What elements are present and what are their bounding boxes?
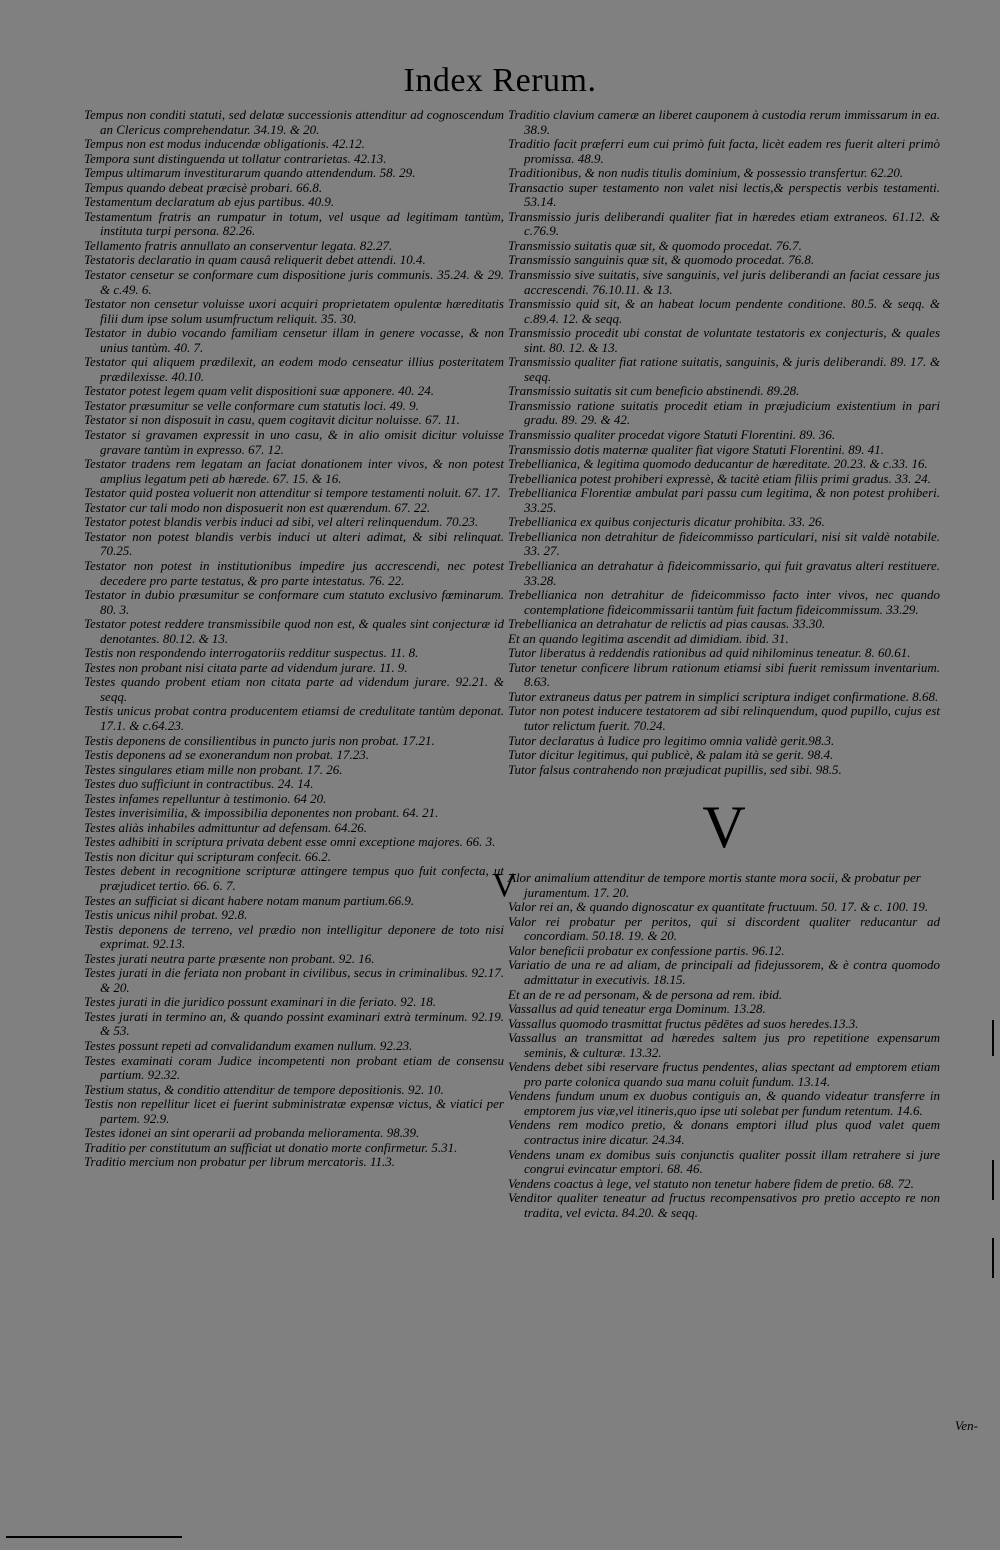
index-entry: Et an de re ad personam, & de persona ad rem. ibid. xyxy=(508,986,783,1002)
index-entry: Testes debent in recognitione scripturæ attingere tempus quo fuit confecta, ut præjudicet tertio. 66. 6. 7. xyxy=(84,863,504,893)
index-entry: Traditio clavium cameræ an liberet cauponem à custodia rerum immissarum in ea. 38.9. xyxy=(508,107,940,137)
index-entry: Testes quando probent etiam non citata parte ad videndum jurare. 92.21. & seqq. xyxy=(84,674,504,704)
index-entry: Testatoris declaratio in quam causâ reliquerit debet attendi. 10.4. xyxy=(84,252,426,268)
index-entry: Testator tradens rem legatam an faciat donationem inter vivos, & non potest amplius legatum peti ab hærede. 67. 15. & 16. xyxy=(84,456,504,486)
index-entry: Tutor extraneus datus per patrem in simplici scriptura indiget confirmatione. 8.68. xyxy=(508,688,939,704)
drop-cap: V xyxy=(492,867,517,905)
index-entry: Testator in dubio vocando familiam censetur illam in genere vocasse, & non unius tantùm. 40. 7. xyxy=(84,325,504,355)
index-entry: Tempora sunt distinguenda ut tollatur contrarietas. 42.13. xyxy=(84,150,387,166)
index-entry: Testium status, & conditio attenditur de tempore depositionis. 92. 10. xyxy=(84,1081,444,1097)
index-entry: Vendens debet sibi reservare fructus pendentes, alias spectant ad emptorem etiam pro parte colonica quando sua manu coluit fundum. 13.14. xyxy=(508,1059,940,1089)
index-entry: Transmissio sive suitatis, sive sanguinis, vel juris deliberandi an faciat cessare jus accrescendi. 76.10.11. & 13. xyxy=(508,267,940,297)
margin-line xyxy=(992,1160,994,1200)
index-entry: Trebellianica non detrahitur de fideicommisso facto inter vivos, nec quando contemplatione fideicommissarii tantùm fuit factum fideicommissum. 33.29. xyxy=(508,587,940,617)
index-entry: Transmissio dotis maternæ qualiter fiat vigore Statuti Florentini. 89. 41. xyxy=(508,441,885,457)
index-entry: Transmissio procedit ubi constat de voluntate testatoris ex conjecturis, & quales sint. 80. 12. & 13. xyxy=(508,325,940,355)
index-entry: Transmissio juris deliberandi qualiter fiat in hæredes etiam extraneos. 61.12. & c.76.9. xyxy=(508,208,940,239)
index-entry: Vendens fundum unum ex duobus contiguis an, & quando videatur transferre in emptorem jus viæ,vel itineris,quo ipse uti solebat per fundum retentum. 14.6. xyxy=(508,1088,940,1118)
index-entry: Tempus ultimarum investiturarum quando attendendum. 58. 29. xyxy=(84,165,416,181)
index-entry: Tutor non potest inducere testatorem ad sibi relinquendum, quod pupillo, cujus est tutor relictum fuerit. 70.24. xyxy=(508,703,940,733)
index-entry: Trebellianica, & legitima quomodo deducantur de hæreditate. 20.23. & c.33. 16. xyxy=(508,456,928,472)
index-entry: Testes singulares etiam mille non probant. 17. 26. xyxy=(84,761,343,777)
index-entry: Testator cur tali modo non disposuerit non est quærendum. 67. 22. xyxy=(84,499,431,515)
index-entry: Testis non respondendo interrogatoriis redditur suspectus. 11. 8. xyxy=(84,645,419,661)
index-entry: Transmissio quid sit, & an habeat locum pendente conditione. 80.5. & seqq. & c.89.4. 12. & seqq. xyxy=(508,296,940,326)
index-entry: Transmissio qualiter procedat vigore Statuti Florentini. 89. 36. xyxy=(508,427,836,443)
index-entry: Testator qui aliquem prædilexit, an eodem modo censeatur illius posteritatem prædilexisse. 40.10. xyxy=(84,354,504,384)
index-entry: Testis non repellitur licet ei fuerint subministratæ expensæ victus, & viatici per partem. 92.9. xyxy=(84,1096,504,1126)
index-entry: Valor rei probatur per peritos, qui si discordent qualiter reducantur ad concordiam. 50.18. 19. & 20. xyxy=(508,913,940,944)
index-entry: Testes possunt repeti ad convalidandum examen nullum. 92.23. xyxy=(84,1038,413,1053)
index-entry: Testes duo sufficiunt in contractibus. 24. 14. xyxy=(84,776,314,792)
index-entry: Trebellianica ex quibus conjecturis dicatur prohibita. 33. 26. xyxy=(508,514,825,530)
index-entry: Testator potest blandis verbis induci ad sibi, vel alteri relinquendum. 70.23. xyxy=(84,514,479,530)
index-entry: Tutor dicitur legitimus, qui publicè, & palam ità se gerit. 98.4. xyxy=(508,747,834,763)
index-entry: Transactio super testamento non valet nisi lectis,& perspectis verbis testamenti. 53.14. xyxy=(508,179,940,210)
index-entry: Variatio de una re ad aliam, de principali ad fidejussorem, & è contra quomodo admittatur in executivis. 18.15. xyxy=(508,957,940,987)
index-entry: Testator potest reddere transmissibile quod non est, & quales sint conjecturæ id denotantes. 80.12. & 13. xyxy=(84,616,504,646)
index-entry: Venditor qualiter teneatur ad fructus recompensativos pro pretio accepto re non tradita, vel evicta. 84.20. & seqq. xyxy=(508,1190,940,1220)
index-entry: Testes infames repelluntur à testimonio. 64 20. xyxy=(84,790,327,806)
index-entry: Testes non probant nisi citata parte ad videndum jurare. 11. 9. xyxy=(84,659,408,675)
catchword: Ven- xyxy=(954,1418,978,1433)
index-entry: Testis deponens de terreno, vel prædio non intelligitur deponere de toto nisi exprimat. 92.13. xyxy=(84,921,504,952)
margin-line xyxy=(992,1020,994,1056)
index-entry: Vassallus quomodo trasmittat fructus pēdētes ad suos heredes.13.3. xyxy=(508,1015,859,1031)
index-entry: Trebellianica potest prohiberi expressè, & tacitè etiam filiis primi gradus. 33. 24. xyxy=(508,470,931,486)
index-entry: Testamentum fratris an rumpatur in totum, vel usque ad legitimam tantùm, instituta turpi persona. 82.26. xyxy=(84,208,504,239)
index-entry: Testes jurati in die feriata non probant in civilibus, secus in criminalibus. 92.17. & 20. xyxy=(84,965,504,995)
index-entry: Tempus non conditi statuti, sed delatæ successionis attenditur ad cognoscendum an Clericus comprehendatur. 34.19. & 20. xyxy=(84,107,504,137)
index-entry: Et an quando legitima ascendit ad dimidiam. ibid. 31. xyxy=(508,630,789,646)
index-entry: Transmissio sanguinis quæ sit, & quomodo procedat. 76.8. xyxy=(508,252,815,268)
index-entry: Testes an sufficiat si dicant habere notam manum partium.66.9. xyxy=(84,892,415,908)
index-entry: Vassallus an transmittat ad hæredes saltem jus pro repetitione expensarum seminis, & culturæ. 13.32. xyxy=(508,1030,940,1060)
index-entry: Transmissio qualiter fiat ratione suitatis, sanguinis, & juris deliberandi. 89. 17. & seqq. xyxy=(508,354,940,384)
index-entry: Tutor falsus contrahendo non præjudicat pupillis, sed sibi. 98.5. xyxy=(508,761,842,777)
index-entry: Vassallus ad quid teneatur erga Dominum. 13.28. xyxy=(508,1001,766,1017)
index-entry: Traditio mercium non probatur per librum mercatoris. 11.3. xyxy=(84,1154,396,1170)
index-entry: Trebellianica non detrahitur de fideicommisso particulari, nisi sit valdè notabile. 33. 27. xyxy=(508,528,940,559)
index-entry: Testator præsumitur se velle conformare cum statutis loci. 49. 9. xyxy=(84,397,419,413)
index-entry: Tutor tenetur conficere librum rationum etiamsi sibi fuerit remissum inventarium. 8.63. xyxy=(508,659,940,690)
index-entry: Testes idonei an sint operarii ad probanda melioramenta. 98.39. xyxy=(84,1125,420,1141)
page-title: Index Rerum. xyxy=(403,62,597,99)
index-entry: Vendens rem modico pretio, & donans emptori illud plus quod valet quem contractus inire dicatur. 24.34. xyxy=(508,1117,940,1147)
index-entry: Vendens coactus à lege, vel statuto non tenetur habere fidem de pretio. 68. 72. xyxy=(508,1175,914,1191)
index-entry: Trebellianica Florentiæ ambulat pari passu cum legitima, & non potest prohiberi. 33.25. xyxy=(508,485,940,515)
index-entry: Testator non potest blandis verbis induci ut alteri adimat, & sibi relinquat. 70.25. xyxy=(84,528,504,559)
index-entry: Testes aliàs inhabiles admittuntur ad defensam. 64.26. xyxy=(84,819,367,835)
index-entry: Testator non potest in institutionibus impedire jus accrescendi, nec potest decedere pro parte testatus, & pro parte intestatus. 76. 22. xyxy=(84,557,504,588)
index-entry: Traditio per constitutum an sufficiat ut donatio morte confirmetur. 5.31. xyxy=(84,1139,458,1155)
index-entry: Testis unicus nihil probat. 92.8. xyxy=(84,907,248,923)
index-entry: Testis deponens de consilientibus in puncto juris non probat. 17.21. xyxy=(84,732,435,748)
section-letter-v: V xyxy=(702,794,746,861)
index-entry: Transmissio suitatis sit cum beneficio abstinendi. 89.28. xyxy=(508,383,800,399)
index-entry: Tellamento fratris annullato an conserventur legata. 82.27. xyxy=(84,237,393,253)
index-entry: Testator quid postea voluerit non attenditur si tempore testamenti noluit. 67. 17. xyxy=(84,485,501,501)
index-entry: Testator in dubio præsumitur se conformare cum statuto exclusivo fœminarum. 80. 3. xyxy=(84,587,504,617)
margin-line xyxy=(992,1238,994,1278)
index-entry: Testator si gravamen expressit in uno casu, & in alio omisit dicitur voluisse gravare tantùm in expresso. 67. 12. xyxy=(84,427,504,457)
index-entry: Testator potest legem quam velit dispositioni suæ apponere. 40. 24. xyxy=(84,383,435,399)
index-entry: Testator non censetur voluisse uxori acquiri proprietatem opulentæ hæreditatis filii dum ipse solum usumfructum reliquit. 35. 30. xyxy=(84,296,504,326)
index-entry: Testes adhibiti in scriptura privata debent esse omni exceptione majores. 66. 3. xyxy=(84,834,496,850)
index-entry: Testis unicus probat contra producentem etiamsi de credulitate tantùm deponat. 17.1. & c.64.23. xyxy=(84,703,504,733)
bottom-rule xyxy=(6,1536,182,1538)
index-entry: Testator si non disposuit in casu, quem cogitavit dicitur noluisse. 67. 11. xyxy=(84,412,460,428)
right-column xyxy=(492,107,940,1220)
index-entry: Testis deponens ad se exonerandum non probat. 17.23. xyxy=(84,747,370,763)
index-entry: Valor beneficii probatur ex confessione partis. 96.12. xyxy=(508,942,785,958)
index-entry: Testator censetur se conformare cum dispositione juris communis. 35.24. & 29. & c.49. 6. xyxy=(84,267,504,297)
index-entry: Traditio facit præferri eum cui primò fuit facta, licèt eadem res fuerit alteri primò promissa. 48.9. xyxy=(508,136,940,166)
index-entry: Vendens unam ex domibus suis conjunctis qualiter possit illam retrahere si jure congrui evincatur emptori. 68. 46. xyxy=(508,1146,940,1177)
index-entry: Testes inverisimilia, & impossibilia deponentes non probant. 64. 21. xyxy=(84,805,439,821)
index-entry: Tutor declaratus à Iudice pro legitimo omnia validè gerit.98.3. xyxy=(508,732,835,748)
index-entry: Testes examinati coram Judice incompetenti non probant etiam de consensu partium. 92.32. xyxy=(84,1052,504,1083)
left-column xyxy=(84,108,504,1170)
index-entry: Testes jurati neutra parte præsente non probant. 92. 16. xyxy=(84,950,375,966)
index-entry: Valor rei an, & quando dignoscatur ex quantitate fructuum. 50. 17. & c. 100. 19. xyxy=(508,899,929,915)
index-entry: Testis non dicitur qui scripturam confecit. 66.2. xyxy=(84,848,331,864)
index-entry: Transmissio ratione suitatis procedit etiam in præjudicium existentium in pari gradu. 89. 29. & 42. xyxy=(508,397,940,428)
index-entry: Tempus quando debeat præcisè probari. 66.8. xyxy=(84,179,323,195)
index-entry: Traditionibus, & non nudis titulis dominium, & possessio transfertur. 62.20. xyxy=(508,165,904,181)
index-entry: Tempus non est modus inducendæ obligationis. 42.12. xyxy=(84,136,365,152)
index-entry: Testes jurati in termino an, & quando possint examinari extrà terminum. 92.19. & 53. xyxy=(84,1008,504,1039)
index-entry: Testes jurati in die juridico possunt examinari in die feriato. 92. 18. xyxy=(84,994,436,1010)
index-entry: Testamentum declaratum ab ejus partibus. 40.9. xyxy=(84,194,335,210)
index-entry: Transmissio suitatis quæ sit, & quomodo procedat. 76.7. xyxy=(508,237,802,253)
index-entry: Trebellianica an detrahatur à fideicommissario, qui fuit gravatus alteri restituere. 33.28. xyxy=(508,557,940,588)
index-entry: Tutor liberatus à reddendis rationibus ad quid nihilominus teneatur. 8. 60.61. xyxy=(508,645,911,661)
index-entry xyxy=(492,867,940,905)
index-entry: Trebellianica an detrahatur de relictis ad pias causas. 33.30. xyxy=(508,616,826,632)
index-entry-text: Alor animalium attenditur de tempore mortis stante mora socii, & probatur per juramentum. 17. 20. xyxy=(508,870,921,900)
